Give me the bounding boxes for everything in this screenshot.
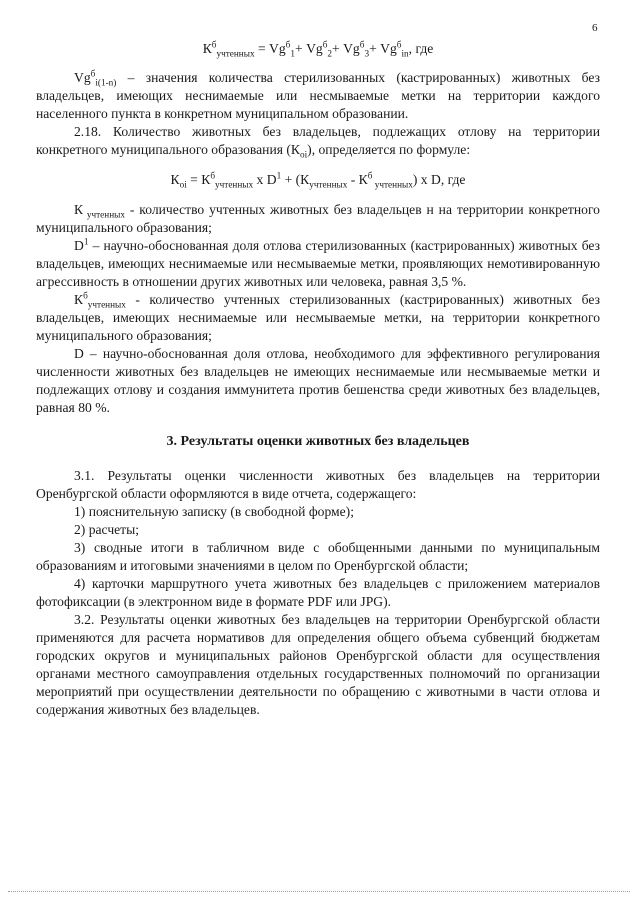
definition-d: D – научно-обоснованная доля отлова, необходимого для эффективного регулирования численности животных без владельцев не имеющих неснимаемые или несмываемые метки и подлежащих отлову и создания иммунитета против бешенства среди животных без владельцев, равная 80 %. [36, 346, 600, 415]
paragraph-3-2: 3.2. Результаты оценки животных без владельцев на территории Оренбургской области применяются для расчета нормативов для определения общего объема субвенций бюджетам городских округов и муниципальных районов Оренбургской области для осуществления органами местного самоуправления отдельных государственных полномочий по организации мероприятий при осуществлении деятельности по обращению с животными в части отлова и содержания животных без владельцев. [36, 612, 600, 717]
document-body [36, 36, 600, 719]
paragraph-3-1: 3.1. Результаты оценки численности животных без владельцев на территории Оренбургской области оформляются в виде отчета, содержащего: [36, 468, 600, 501]
definition-k-accounted: К $_{учтенных}$ - количество учтенных животных без владельцев н на территории конкретного муниципального образования; [36, 202, 600, 235]
list-item: 1) пояснительную записку (в свободной форме); [74, 504, 354, 519]
list-item: 3) сводные итоги в табличном виде с обобщенными данными по муниципальным образованиям и итоговыми значениями в целом по Оренбургской области; [36, 540, 600, 573]
page-bottom-divider [8, 891, 630, 892]
definition-d1: $D^1$ – научно-обоснованная доля отлова стерилизованных (кастрированных) животных без владельцев, имеющих неснимаемые или несмываемые метки, проявляющих немотивированную агрессивность в отношении других животных или человека, равная 3,5 %. [36, 236, 600, 289]
paragraph-2-18: 2.18. Количество животных без владельцев, подлежащих отлову на территории конкретного муниципального образования $(К_{oi})$, определяется по формуле: [36, 124, 600, 160]
list-item: 4) карточки маршрутного учета животных без владельцев с приложением материалов фотофиксации (в электронном виде в формате PDF или JPG). [36, 576, 600, 609]
section-3-heading: 3. Результаты оценки животных без владельцев [166, 434, 470, 449]
list-item: 2) расчеты; [74, 522, 140, 537]
paragraph-vg-definition: $Vg^б_{i(1-n)}$ – значения количества стерилизованных (кастрированных) животных без владельцев, имеющих неснимаемые или несмываемые метки на территории каждого населенного пункта в конкретном муниципальном образовании. [36, 68, 600, 121]
formula-k-accounted: $К^б_{учтенных} = Vg^б_1+ Vg^б_2+ Vg^б_3+ Vg^б_{in}$, где [202, 39, 434, 59]
formula-koi: $К_{oi} = К^б_{учтенных}$ x $D^1 + (К_{учтенных} - К^б$ $_{учтенных}$) x D, где [170, 170, 466, 190]
page-number: 6 [592, 22, 598, 34]
definition-kb-accounted: $К^б_{учтенных}$ - количество учтенных стерилизованных (кастрированных) животных без владельцев, имеющих неснимаемые или несмываемые метки, на территории конкретного муниципального образования; [36, 290, 600, 343]
